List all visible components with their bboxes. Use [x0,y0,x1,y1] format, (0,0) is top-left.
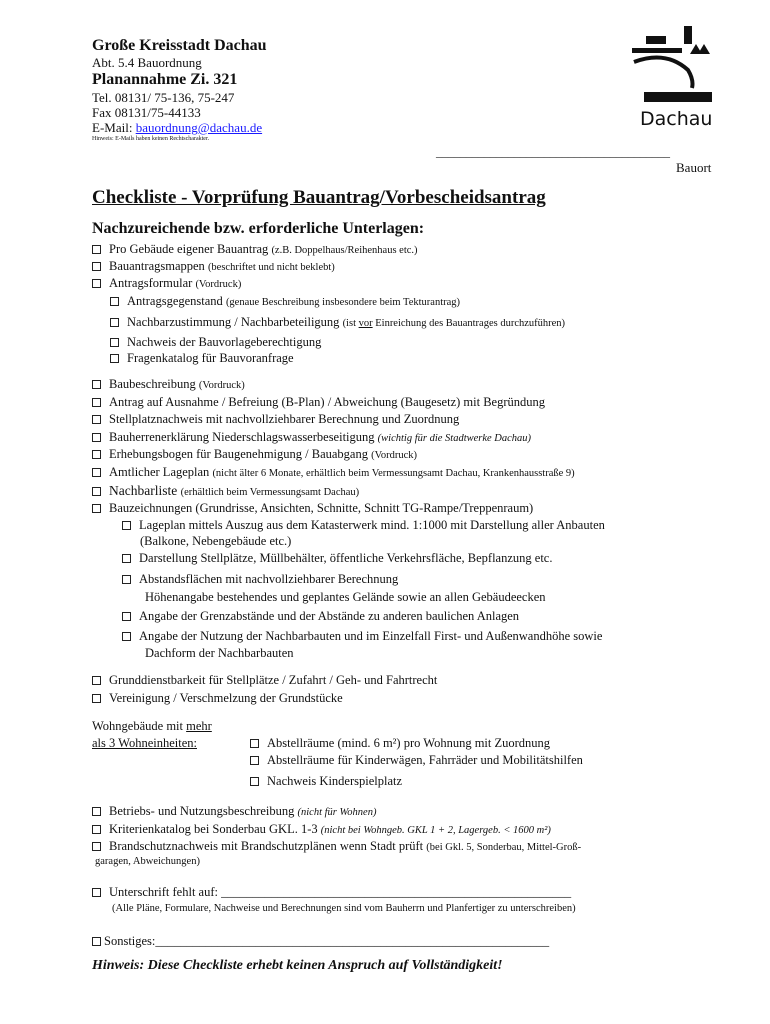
checkbox[interactable] [92,433,101,442]
footer-hint: Hinweis: Diese Checkliste erhebt keinen Anspruch auf Vollständigkeit! [92,958,503,973]
checklist-item [92,430,531,446]
item-note: (Vordruck) [371,450,417,461]
checklist-item [250,774,402,789]
item-note: (nicht für Wohnen) [297,807,377,818]
checklist-item [92,276,241,292]
item-note: (nicht bei Wohngeb. GKL 1 + 2, Lagergeb. < 1600 m²) [320,825,551,836]
item-note: (Vordruck) [198,380,245,391]
checklist-item [92,447,417,463]
item-text: Kriterienkatalog bei Sonderbau GKL. 1-3 [109,822,321,836]
city-name: Große Kreisstadt Dachau [92,37,267,54]
item-note: (genaue Beschreibung insbesondere beim Tekturantrag) [225,297,461,308]
bauort-label: Bauort [676,160,712,175]
item-text: Abstandsflächen mit nachvollziehbarer Berechnung [139,572,399,586]
item-text: Bauzeichnungen (Grundrisse, Ansichten, Schnitte, Schnitt TG-Rampe/Treppenraum) [109,501,534,515]
checklist-item [122,518,605,533]
item-text: Antragsformular [109,276,196,290]
item-note: (bei Gkl. 5, Sonderbau, Mittel-Groß- [426,842,582,853]
item-note: (nicht älter 6 Monate, erhältlich beim Vermessungsamt Dachau, Krankenhausstraße 9) [212,468,575,479]
item-text: Nachbarliste [109,483,181,498]
checkbox[interactable] [92,825,101,834]
dachau-logo [626,22,716,132]
item-text: Abstellräume für Kinderwägen, Fahrräder und Mobilitätshilfen [267,753,583,767]
checkbox[interactable] [110,318,119,327]
bauort-line: _______________________________________ [436,145,670,159]
checklist-item [92,377,245,393]
item-text: Antrag auf Ausnahme / Befreiung (B-Plan) / Abweichung (Baugesetz) mit Begründung [109,395,546,409]
item-text: Vereinigung / Verschmelzung der Grundstücke [109,691,343,705]
checkbox[interactable] [122,575,131,584]
item-text: Abstellräume (mind. 6 m²) pro Wohnung mit Zuordnung [267,736,551,750]
checkbox[interactable] [110,354,119,363]
checklist-item [110,294,460,310]
checkbox[interactable] [110,338,119,347]
item-note: (ist [342,318,359,329]
checkbox[interactable] [250,756,259,765]
checkbox[interactable] [92,279,101,288]
checkbox[interactable] [92,380,101,389]
wohn-label-2: als 3 Wohneinheiten: [92,736,197,750]
checklist-item [92,691,343,706]
checklist-item [92,934,549,949]
checkbox[interactable] [92,450,101,459]
checklist-item [92,412,459,427]
checklist-item [250,736,550,751]
item-note-underlined: vor [358,318,373,329]
checkbox[interactable] [92,504,101,513]
item-text: Betriebs- und Nutzungsbeschreibung [109,804,298,818]
checklist-item [110,335,321,350]
item-text: Nachweis Kinderspielplatz [267,774,403,788]
email-line [92,120,262,136]
item-note: Einreichung des Bauantrages durchzuführen) [372,318,566,329]
checkbox[interactable] [92,487,101,496]
page-subtitle: Nachzureichende bzw. erforderliche Unterlagen: [92,220,425,237]
item-text: Amtlicher Lageplan [109,465,213,479]
item-note: (Alle Pläne, Formulare, Nachweise und Berechnungen sind vom Bauherrn und Planfertiger zu unterschreiben) [112,903,576,914]
item-text: Antragsgegenstand [127,294,226,308]
checkbox[interactable] [92,262,101,271]
wohn-label [92,719,212,734]
room: Planannahme Zi. 321 [92,71,238,88]
item-note-continued: garagen, Abweichungen) [95,856,200,867]
checklist-item [122,551,552,566]
checkbox[interactable] [122,554,131,563]
item-text: Grunddienstbarkeit für Stellplätze / Zufahrt / Geh- und Fahrtrecht [109,673,438,687]
checkbox[interactable] [92,888,101,897]
checkbox[interactable] [122,632,131,641]
checklist-item [122,629,602,644]
email-note: Hinweis: E-Mails haben keinen Rechtscharakter. [92,136,210,142]
item-note: (z.B. Doppelhaus/Reihenhaus etc.) [271,245,418,256]
checkbox[interactable] [110,297,119,306]
department: Abt. 5.4 Bauordnung [92,55,202,70]
item-text: Darstellung Stellplätze, Müllbehälter, öffentliche Verkehrsfläche, Bepflanzung etc. [139,551,553,565]
email-link[interactable]: bauordnung@dachau.de [135,120,263,135]
checklist-item [92,395,545,410]
item-note: (wichtig für die Stadtwerke Dachau) [377,433,532,444]
item-text: Bauantragsmappen [109,259,208,273]
checklist-item [92,501,533,516]
checklist-item [92,822,551,838]
item-text: Lageplan mittels Auszug aus dem Katasterwerk mind. 1:1000 mit Darstellung aller Anbauten [139,518,605,532]
item-text: Nachweis der Bauvorlageberechtigung [127,335,322,349]
email-label: E-Mail: [92,120,136,135]
checkbox[interactable] [92,398,101,407]
logo-text: Dachau [640,108,713,130]
checklist-item [122,572,398,587]
checkbox[interactable] [92,937,101,946]
item-text: Erhebungsbogen für Baugenehmigung / Bauabgang [109,447,372,461]
item-text: Nachbarzustimmung / Nachbarbeteiligung [127,315,343,329]
item-text: Pro Gebäude eigener Bauantrag [109,242,272,256]
item-text: Fragenkatalog für Bauvoranfrage [127,351,294,365]
item-note: (Vordruck) [195,279,242,290]
checklist-item [92,242,418,258]
checkbox[interactable] [92,468,101,477]
checkbox[interactable] [122,612,131,621]
checklist-item [92,465,575,481]
item-text-continued: Dachform der Nachbarbauten [145,646,294,660]
checklist-item [92,483,359,500]
checkbox[interactable] [92,676,101,685]
wohn-label-text: Wohngebäude mit [92,719,187,733]
item-text-continued: (Balkone, Nebengebäude etc.) [140,534,292,548]
checklist-item [122,609,519,624]
fax: Fax 08131/75-44133 [92,105,201,120]
checklist-item [92,839,581,855]
checklist-item [92,804,376,820]
item-text: Angabe der Nutzung der Nachbarbauten und im Einzelfall First- und Außenwandhöhe sowie [139,629,603,643]
checkbox[interactable] [92,415,101,424]
item-text: Unterschrift fehlt auf: ________________________________________________________ [109,885,572,899]
checklist-item [92,259,335,275]
page-title: Checkliste - Vorprüfung Bauantrag/Vorbescheidsantrag [92,187,546,208]
item-text: Baubeschreibung [109,377,199,391]
checkbox[interactable] [122,521,131,530]
phone: Tel. 08131/ 75-136, 75-247 [92,90,235,105]
checkbox[interactable] [250,777,259,786]
item-text: Sonstiges:_______________________________________________________________ [104,934,550,948]
checklist-item [92,673,437,688]
checklist-item [110,351,294,366]
checkbox[interactable] [92,245,101,254]
checkbox[interactable] [250,739,259,748]
checklist-item [92,885,571,900]
item-note: (beschriftet und nicht beklebt) [207,262,335,273]
checkbox[interactable] [92,842,101,851]
item-text: Bauherrenerklärung Niederschlagswasserbeseitigung [109,430,378,444]
item-note: (erhältlich beim Vermessungsamt Dachau) [180,487,360,498]
item-text-continued: Höhenangabe bestehendes und geplantes Gelände sowie an allen Gebäudeecken [145,590,546,604]
checklist-item [110,315,565,331]
checkbox[interactable] [92,694,101,703]
dachau-logo-emblem [626,22,716,112]
item-text: Stellplatznachweis mit nachvollziehbarer Berechnung und Zuordnung [109,412,460,426]
item-text: Brandschutznachweis mit Brandschutzplänen wenn Stadt prüft [109,839,427,853]
wohn-label-underlined: mehr [186,719,212,733]
checklist-item [250,753,583,768]
item-text: Angabe der Grenzabstände und der Abstände zu anderen baulichen Anlagen [139,609,520,623]
checkbox[interactable] [92,807,101,816]
